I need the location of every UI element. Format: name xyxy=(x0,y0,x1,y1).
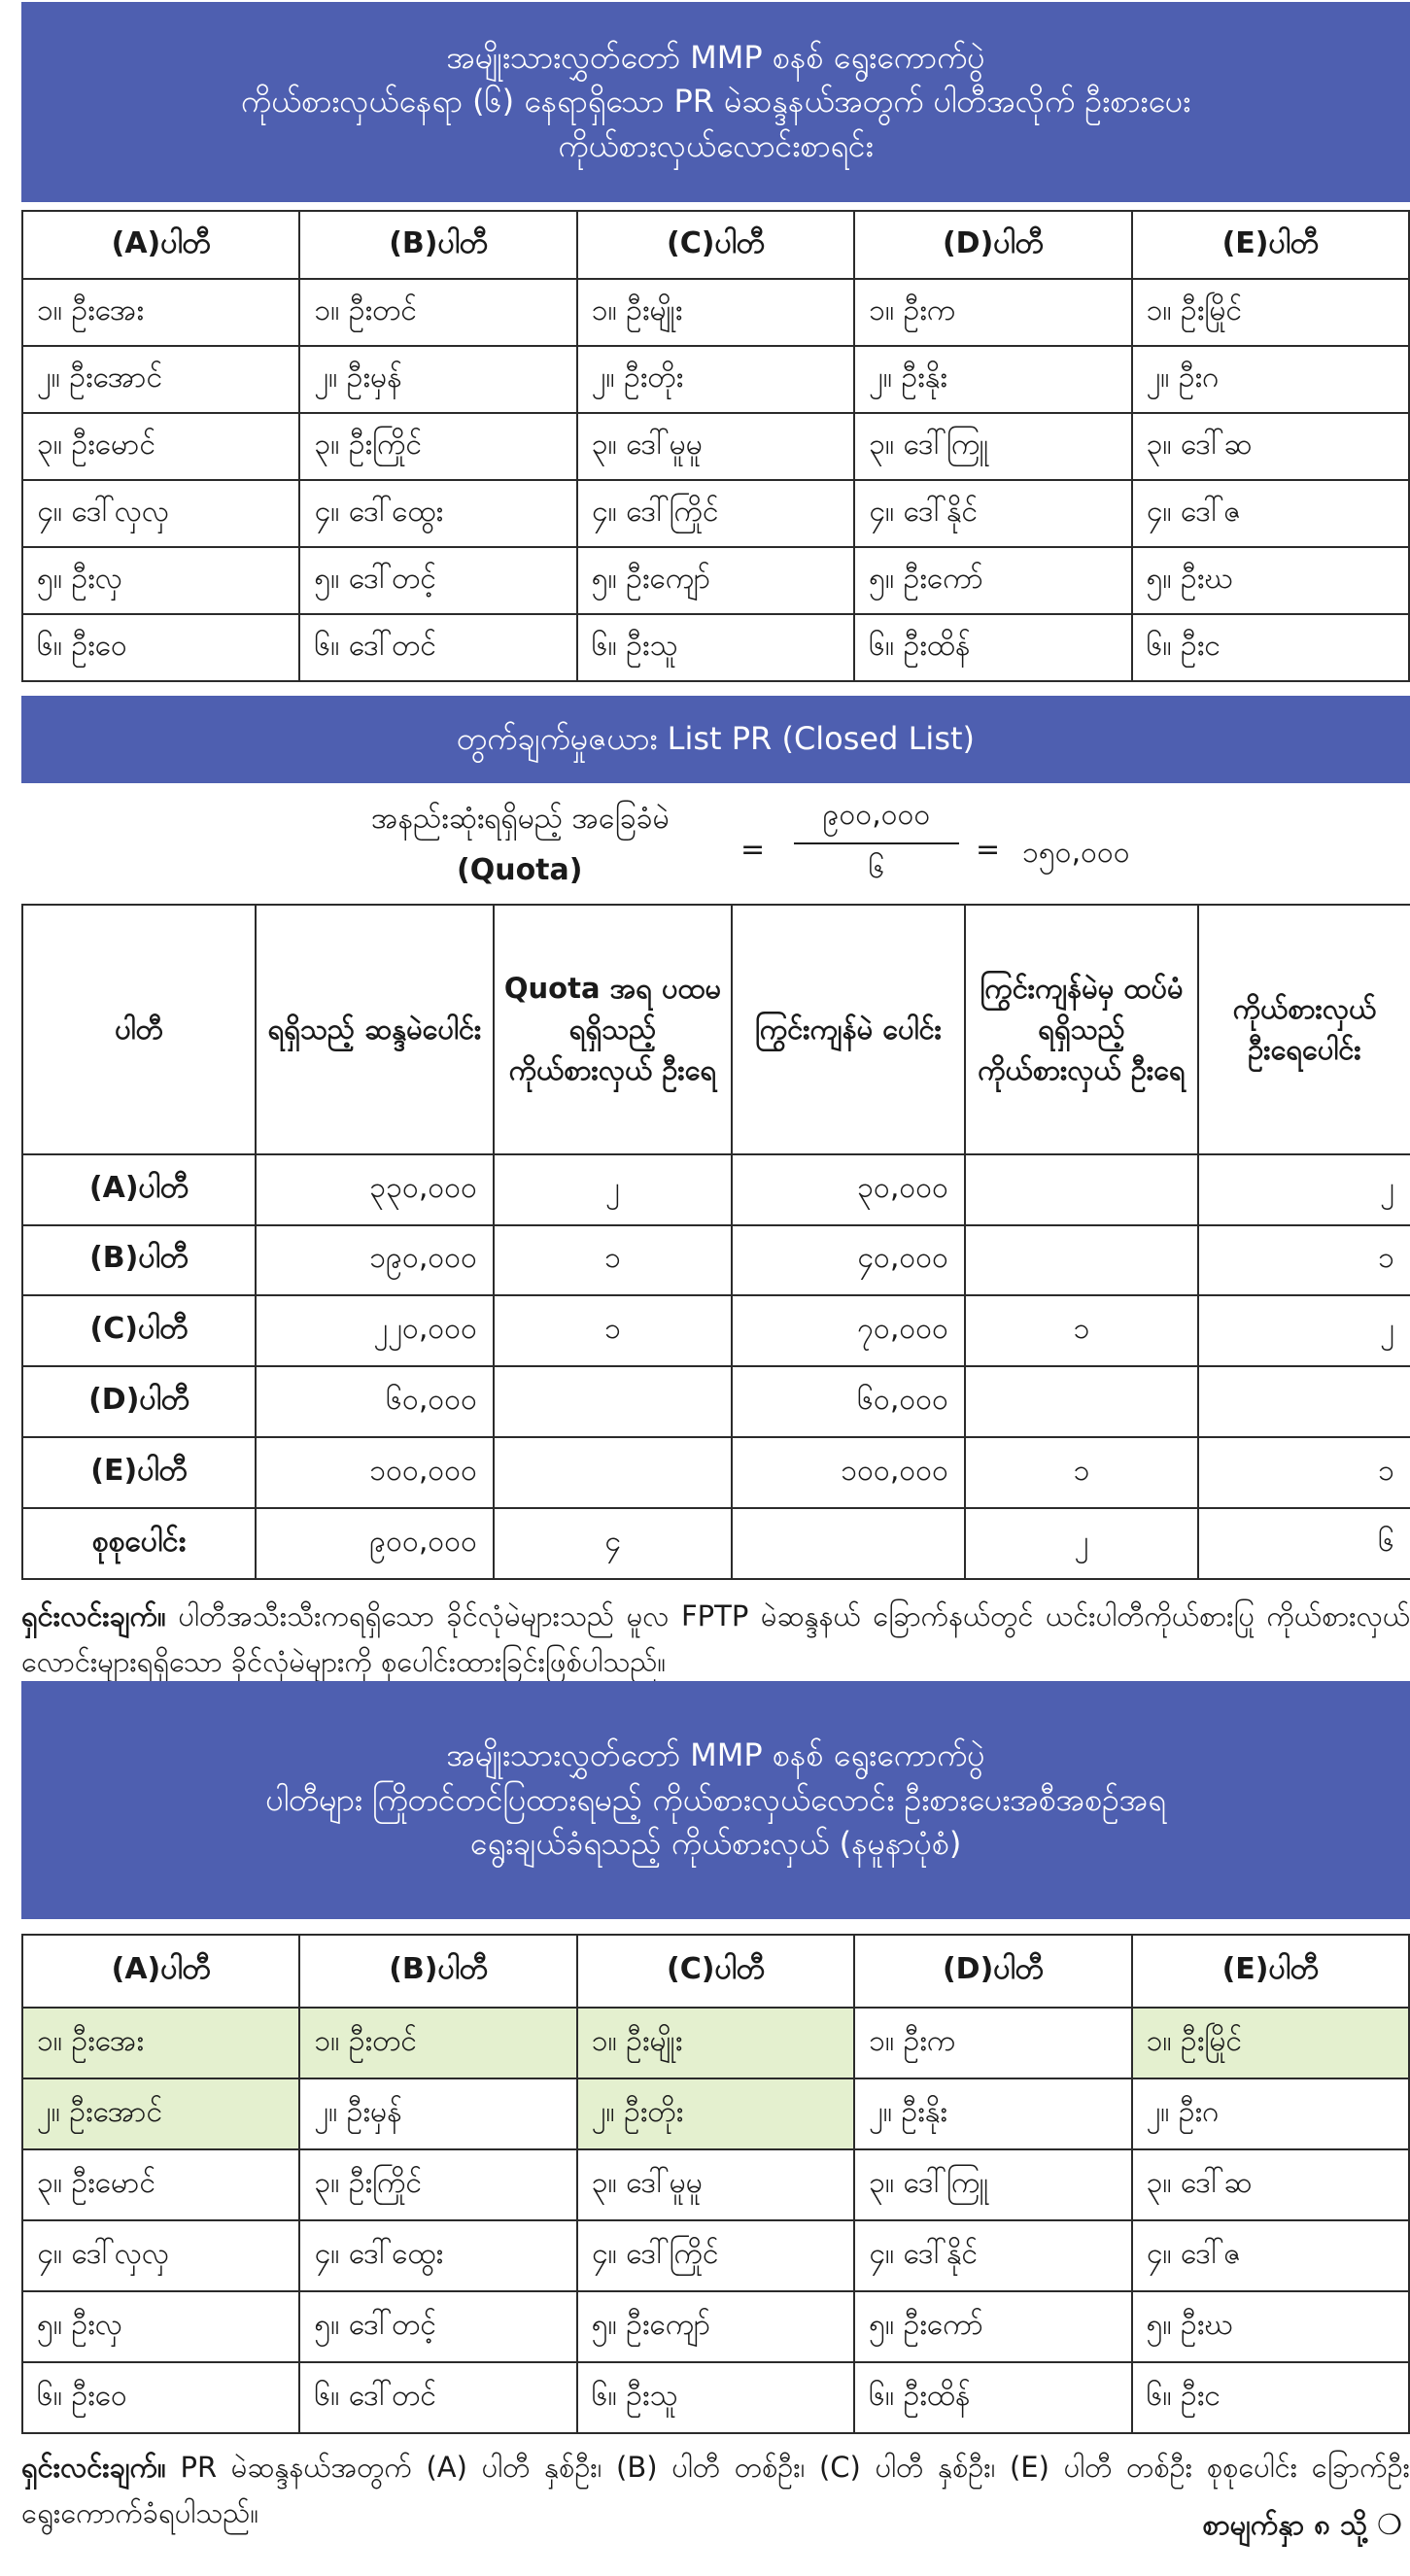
candidate-cell: ၁။ ဦးအေး xyxy=(22,279,299,346)
candidate-cell: ၅။ ဦးကော် xyxy=(854,2291,1131,2362)
total-seats-cell: ၂ xyxy=(1198,1154,1410,1225)
party-header: (C)ပါတီ xyxy=(577,211,854,279)
quota-numerator: ၉၀၀,၀၀၀ xyxy=(794,795,959,844)
candidate-cell: ၄။ ဒေါ်နိုင် xyxy=(854,2220,1131,2291)
explanation-lead: ရှင်းလင်းချက်။ xyxy=(21,1599,166,1632)
candidate-cell: ၅။ ဦးဃ xyxy=(1132,547,1409,614)
table-row xyxy=(22,1366,1410,1437)
header-quota-seats: Quota အရ ပထမရရှိသည့် ကိုယ်စားလှယ် ဦးရေ xyxy=(494,905,732,1154)
remainder-seats-cell xyxy=(965,1225,1198,1296)
candidate-cell: ၃။ ဦးကြိုင် xyxy=(299,413,576,480)
elected-candidate-cell: ၁။ ဦးမြိုင် xyxy=(1132,2008,1409,2078)
header-remainder-seats: ကြွင်းကျန်မဲမှ ထပ်မံရရှိသည့် ကိုယ်စားလှယ် ဦးရေ xyxy=(965,905,1198,1154)
party-header: (A)ပါတီ xyxy=(22,1935,299,2008)
candidate-cell: ၄။ ဒေါ်ကြိုင် xyxy=(577,480,854,547)
quota-sublabel: (Quota) xyxy=(457,853,583,887)
explanation-text: ပါတီအသီးသီးကရရှိသော ခိုင်လုံမဲများသည် မူလ FPTP မဲဆန္ဒနယ် ခြောက်နယ်တွင် ယင်းပါတီကိုယ်စားပြု ကိုယ်စားလှယ်လောင်းများရရှိသော ခိုင်လုံမဲများကို စုပေါင်းထားခြင်းဖြစ်ပါသည်။ xyxy=(21,1599,1410,1678)
remainder-votes-cell: ၁၀၀,၀၀၀ xyxy=(732,1437,965,1508)
remainder-votes-cell: ၄၀,၀၀၀ xyxy=(732,1225,965,1296)
party-header: (E)ပါတီ xyxy=(1132,1935,1409,2008)
table-row xyxy=(22,2149,1409,2220)
candidate-cell: ၅။ ဦးလှ xyxy=(22,2291,299,2362)
remainder-votes-cell: ၇၀,၀၀၀ xyxy=(732,1295,965,1366)
candidate-cell: ၃။ ဒေါ်ဆ xyxy=(1132,2149,1409,2220)
elected-banner xyxy=(21,1681,1410,1919)
candidate-cell: ၁။ ဦးက xyxy=(854,2008,1131,2078)
seat-calculation-table xyxy=(21,904,1410,1580)
quota-label: အနည်းဆုံးရရှိမည့် အခြေခံမဲ xyxy=(371,802,670,836)
candidate-cell: ၁။ ဦးက xyxy=(854,279,1131,346)
candidate-cell: ၅။ ဦးလှ xyxy=(22,547,299,614)
total-seats-cell xyxy=(1198,1366,1410,1437)
total-seats-cell: ၁ xyxy=(1198,1225,1410,1296)
table-row xyxy=(22,1437,1410,1508)
quota-denominator: ၆ xyxy=(868,851,885,885)
roster-banner-line2: ကိုယ်စားလှယ်နေရာ (၆) နေရာရှိသော PR မဲဆန္ဒနယ်အတွက် ပါတီအလိုက် ဦးစားပေး xyxy=(240,83,1191,120)
table-row xyxy=(22,1295,1410,1366)
table-row xyxy=(22,1225,1410,1296)
quota-seats-cell xyxy=(494,1366,732,1437)
table-header-row xyxy=(22,211,1409,279)
table-row xyxy=(22,1154,1410,1225)
candidate-cell: ၅။ ဒေါ်တင့် xyxy=(299,547,576,614)
header-votes: ရရှိသည့် ဆန္ဒမဲပေါင်း xyxy=(256,905,494,1154)
candidate-cell: ၆။ ဦးသူ xyxy=(577,2362,854,2433)
remainder-seats-cell xyxy=(965,1154,1198,1225)
candidate-cell: ၃။ ဒေါ်ဆ xyxy=(1132,413,1409,480)
table-row xyxy=(22,614,1409,681)
candidate-cell: ၂။ ဦးမှန် xyxy=(299,346,576,413)
table-row xyxy=(22,279,1409,346)
candidate-cell: ၄။ ဒေါ်ထွေး xyxy=(299,2220,576,2291)
candidate-cell: ၃။ ဒေါ်မူမူ xyxy=(577,2149,854,2220)
candidate-cell: ၆။ ဦးသူ xyxy=(577,614,854,681)
table-row xyxy=(22,346,1409,413)
remainder-votes-cell: ၃၀,၀၀၀ xyxy=(732,1154,965,1225)
header-party: ပါတီ xyxy=(22,905,256,1154)
candidate-cell: ၆။ ဒေါ်တင် xyxy=(299,2362,576,2433)
elected-candidate-cell: ၁။ ဦးတင် xyxy=(299,2008,576,2078)
quota-seats-cell: ၂ xyxy=(494,1154,732,1225)
candidate-cell: ၃။ ဦးမောင် xyxy=(22,413,299,480)
party-cell: (E)ပါတီ xyxy=(22,1437,256,1508)
table-row xyxy=(22,547,1409,614)
elected-banner-line2: ပါတီများ ကြိုတင်တင်ပြထားရမည့် ကိုယ်စားလှယ်လောင်း ဦးစားပေးအစီအစဉ်အရ xyxy=(265,1780,1166,1818)
table-row xyxy=(22,2362,1409,2433)
party-cell: (D)ပါတီ xyxy=(22,1366,256,1437)
table-row xyxy=(22,2078,1409,2149)
explanation-note xyxy=(21,1594,1410,1685)
candidate-cell: ၁။ ဦးတင် xyxy=(299,279,576,346)
candidate-cell: ၃။ ဦးကြိုင် xyxy=(299,2149,576,2220)
elected-candidate-cell: ၂။ ဦးအောင် xyxy=(22,2078,299,2149)
remainder-seats-cell: ၁ xyxy=(965,1437,1198,1508)
candidate-cell: ၅။ ဦးဃ xyxy=(1132,2291,1409,2362)
remainder-seats-cell: ၁ xyxy=(965,1295,1198,1366)
total-seats-cell: ၆ xyxy=(1198,1508,1410,1579)
party-header: (B)ပါတီ xyxy=(299,1935,576,2008)
candidate-cell: ၂။ ဦးမှန် xyxy=(299,2078,576,2149)
party-cell: (C)ပါတီ xyxy=(22,1295,256,1366)
explanation-text: PR မဲဆန္ဒနယ်အတွက် (A) ပါတီ နှစ်ဦး၊ (B) ပါတီ တစ်ဦး၊ (C) ပါတီ နှစ်ဦး၊ (E) ပါတီ တစ်ဦး စုစုပေါင်း ခြောက်ဦး ရွေးကောက်ခံရပါသည်။ xyxy=(21,2451,1410,2529)
candidate-cell: ၃။ ဦးမောင် xyxy=(22,2149,299,2220)
roster-banner xyxy=(21,2,1410,202)
party-header: (C)ပါတီ xyxy=(577,1935,854,2008)
page-continuation: စာမျက်နှာ ၈ သို့ ❍ xyxy=(1202,2508,1402,2541)
quota-seats-cell: ၁ xyxy=(494,1225,732,1296)
candidate-cell: ၅။ ဒေါ်တင့် xyxy=(299,2291,576,2362)
table-row xyxy=(22,2291,1409,2362)
votes-cell: ၃၃၀,၀၀၀ xyxy=(256,1154,494,1225)
table-row xyxy=(22,413,1409,480)
remainder-votes-cell xyxy=(732,1508,965,1579)
remainder-votes-cell: ၆၀,၀၀၀ xyxy=(732,1366,965,1437)
header-total-seats: ကိုယ်စားလှယ် ဦးရေပေါင်း xyxy=(1198,905,1410,1154)
elected-banner-line3: ရွေးချယ်ခံရသည့် ကိုယ်စားလှယ် (နမူနာပုံစံ) xyxy=(469,1825,962,1863)
total-seats-cell: ၁ xyxy=(1198,1437,1410,1508)
candidate-cell: ၄။ ဒေါ်ဇ xyxy=(1132,2220,1409,2291)
candidate-list-table xyxy=(21,210,1410,682)
explanation-lead: ရှင်းလင်းချက်။ xyxy=(21,2451,166,2484)
candidate-cell: ၂။ ဦးဂ xyxy=(1132,2078,1409,2149)
candidate-cell: ၁။ ဦးမြိုင် xyxy=(1132,279,1409,346)
candidate-cell: ၂။ ဦးနိုး xyxy=(854,346,1131,413)
table-total-row xyxy=(22,1508,1410,1579)
party-cell: (A)ပါတီ xyxy=(22,1154,256,1225)
remainder-seats-cell: ၂ xyxy=(965,1508,1198,1579)
candidate-cell: ၄။ ဒေါ်ဇ xyxy=(1132,480,1409,547)
equals-sign: = xyxy=(976,833,1001,867)
votes-cell: ၁၀၀,၀၀၀ xyxy=(256,1437,494,1508)
candidate-cell: ၃။ ဒေါ်ကြူ xyxy=(854,2149,1131,2220)
quota-seats-cell: ၁ xyxy=(494,1295,732,1366)
elected-banner-line1: အမျိုးသားလွှတ်တော် MMP စနစ် ရွေးကောက်ပွဲ xyxy=(446,1736,985,1774)
total-seats-cell: ၂ xyxy=(1198,1295,1410,1366)
candidate-cell: ၆။ ဦးင xyxy=(1132,614,1409,681)
roster-banner-line1: အမျိုးသားလွှတ်တော် MMP စနစ် ရွေးကောက်ပွဲ xyxy=(446,38,985,76)
party-header: (B)ပါတီ xyxy=(299,211,576,279)
quota-fraction xyxy=(794,795,959,892)
table-row xyxy=(22,480,1409,547)
candidate-cell: ၆။ ဦးဝေ xyxy=(22,2362,299,2433)
candidate-cell: ၂။ ဦးတိုး xyxy=(577,346,854,413)
votes-cell: ၂၂၀,၀၀၀ xyxy=(256,1295,494,1366)
party-header: (D)ပါတီ xyxy=(854,211,1131,279)
remainder-seats-cell xyxy=(965,1366,1198,1437)
candidate-cell: ၂။ ဦးနိုး xyxy=(854,2078,1131,2149)
elected-candidate-cell: ၁။ ဦးအေး xyxy=(22,2008,299,2078)
header-remainder-votes: ကြွင်းကျန်မဲ ပေါင်း xyxy=(732,905,965,1154)
votes-cell: ၉၀၀,၀၀၀ xyxy=(256,1508,494,1579)
roster-banner-line3: ကိုယ်စားလှယ်လောင်းစာရင်း xyxy=(558,126,874,164)
calculation-banner xyxy=(21,696,1410,783)
table-row xyxy=(22,2008,1409,2078)
candidate-cell: ၁။ ဦးမျိုး xyxy=(577,279,854,346)
candidate-cell: ၄။ ဒေါ်နိုင် xyxy=(854,480,1131,547)
candidate-cell: ၆။ ဦးထိန် xyxy=(854,2362,1131,2433)
elected-candidate-cell: ၁။ ဦးမျိုး xyxy=(577,2008,854,2078)
candidate-cell: ၄။ ဒေါ်ကြိုင် xyxy=(577,2220,854,2291)
candidate-cell: ၄။ ဒေါ်လှလှ xyxy=(22,2220,299,2291)
quota-result: ၁၅၀,၀၀၀ xyxy=(1022,836,1130,870)
quota-seats-cell xyxy=(494,1437,732,1508)
candidate-cell: ၂။ ဦးဂ xyxy=(1132,346,1409,413)
candidate-cell: ၆။ ဦးဝေ xyxy=(22,614,299,681)
equals-sign: = xyxy=(740,833,766,867)
quota-formula xyxy=(21,789,1410,898)
table-header-row xyxy=(22,1935,1409,2008)
quota-seats-cell: ၄ xyxy=(494,1508,732,1579)
candidate-cell: ၅။ ဦးကျော် xyxy=(577,2291,854,2362)
candidate-cell: ၆။ ဒေါ်တင် xyxy=(299,614,576,681)
candidate-cell: ၅။ ဦးကျော် xyxy=(577,547,854,614)
candidate-cell: ၆။ ဦးထိန် xyxy=(854,614,1131,681)
total-label-cell: စုစုပေါင်း xyxy=(22,1508,256,1579)
party-header: (A)ပါတီ xyxy=(22,211,299,279)
candidate-cell: ၄။ ဒေါ်လှလှ xyxy=(22,480,299,547)
votes-cell: ၆၀,၀၀၀ xyxy=(256,1366,494,1437)
party-header: (E)ပါတီ xyxy=(1132,211,1409,279)
candidate-cell: ၃။ ဒေါ်မူမူ xyxy=(577,413,854,480)
candidate-cell: ၂။ ဦးအောင် xyxy=(22,346,299,413)
table-row xyxy=(22,2220,1409,2291)
party-header: (D)ပါတီ xyxy=(854,1935,1131,2008)
candidate-cell: ၃။ ဒေါ်ကြူ xyxy=(854,413,1131,480)
candidate-cell: ၆။ ဦးင xyxy=(1132,2362,1409,2433)
calculation-banner-title: တွက်ချက်မှုဇယား List PR (Closed List) xyxy=(456,720,976,758)
elected-candidate-cell: ၂။ ဦးတိုး xyxy=(577,2078,854,2149)
table-header-row xyxy=(22,905,1410,1154)
party-cell: (B)ပါတီ xyxy=(22,1225,256,1296)
votes-cell: ၁၉၀,၀၀၀ xyxy=(256,1225,494,1296)
elected-candidate-table xyxy=(21,1934,1410,2434)
candidate-cell: ၅။ ဦးကော် xyxy=(854,547,1131,614)
candidate-cell: ၄။ ဒေါ်ထွေး xyxy=(299,480,576,547)
